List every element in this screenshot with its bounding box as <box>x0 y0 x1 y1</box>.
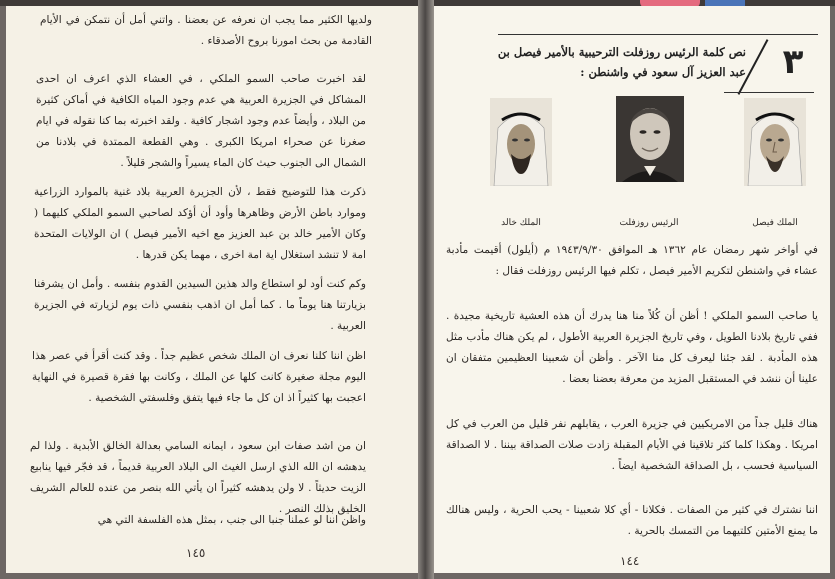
book-gutter <box>418 0 434 579</box>
left-page <box>6 6 418 573</box>
left-paragraph-6: ان من اشد صفات ابن سعود ، ايمانه السامي بعدالة الخالق الأبدية . ولذا لم يدهشه ان الله الذي ارسل الغيث الى البلاد العربية قديماً ، قد فجّر فيها ينابيع الزيت حديثاً . لا ولن يدهشه كثيراً ان يأتي الله بنصر من عنده للعالم الشريف الخليق بذلك النصر . <box>30 440 366 515</box>
right-page-number: ١٤٤ <box>620 554 640 568</box>
portrait-khalid-image <box>490 98 552 186</box>
caption-khalid: الملك خالد <box>501 218 541 228</box>
portrait-roosevelt <box>616 96 684 182</box>
right-paragraph-4: اننا نشترك في كثير من الصفات . فكلانا - أي كلا شعبينا - يحب الحرية ، وليس هنالك ما يمنع الأمتين كلتيهما من التمسك بالحرية . <box>446 504 818 537</box>
left-page-number: ١٤٥ <box>186 546 206 560</box>
chapter-number: ٣ <box>782 42 804 82</box>
chapter-title: نص كلمة الرئيس روزفلت الترحيبية بالأمير فيصل بن عبد العزيز آل سعود في واشنطن : <box>497 45 746 79</box>
left-paragraph-3: ذكرت هذا للتوضيح فقط ، لأن الجزيرة العربية بلاد غنية بالموارد الزراعية وموارد باطن الأرض وظاهرها وأود أن أؤكد لصاحبي السمو الملكي كليهما ( وكان الأمير خالد بن عبد العزيز مع اخيه الأمير فيصل ) ان الولايات المتحدة امة لا تنشد استغلال اية امة اخرى ، مهما يكن قدرها . <box>34 186 366 261</box>
right-paragraph-3: هناك قليل جداً من الامريكيين في جزيرة العرب ، يقابلهم نفر قليل من العرب في كل امريكا . وهكذا كلما كثر تلاقينا في الأيام المقبلة زادت صلات الصداقة بيننا . لا الصداقة السياسية فحسب ، بل الصداقة الشخصية ايضاً . <box>446 418 818 472</box>
right-paragraph-1: في أواخر شهر رمضان عام ١٣٦٢ هـ الموافق ١٩٤٣/٩/٣٠ م (أيلول) أقيمت مأدبة عشاء في واشنطن لتكريم الأمير فيصل ، تكلم فيها الرئيس روزفلت فقال : <box>446 244 818 277</box>
right-page <box>434 6 830 573</box>
right-paragraph-2: يا صاحب السمو الملكي ! أظن أن كُلاً منا هنا يدرك أن هذه العشية تاريخية مجيدة . ففي تاريخ بلادنا الطويل ، وفي تاريخ الجزيرة العربية الأطول ، لم يكن هناك مأدب مثل هذه المأدبة . لقد جئنا ليعرف كل منا الآخر . وأظن أن شعبينا العظيمين متفقان ان علينا أن ننشد في المستقبل المزيد من معرفة بعضنا بعضا . <box>446 310 818 385</box>
portrait-khalid <box>490 98 552 186</box>
left-paragraph-1: ولديها الكثير مما يجب ان نعرفه عن بعضنا . واتني أمل أن نتمكن في الأيام القادمة من بحث امورنا بروح الأصدقاء . <box>40 14 372 47</box>
portrait-roosevelt-image <box>616 96 684 182</box>
caption-faisal: الملك فيصل <box>752 218 798 228</box>
portrait-faisal-image <box>744 98 806 186</box>
portrait-faisal <box>744 98 806 186</box>
left-paragraph-5: اظن اننا كلنا نعرف ان الملك شخص عظيم جداً . وقد كنت أقرأ في عصر هذا اليوم مجلة صغيرة كانت كلها عن الملك ، وكانت بها فقرة قصيرة في النهاية اعجبت بها كثيراً اذ ان كل ما جاء فيها يتفق وفلسفتي الشخصية . <box>32 350 366 404</box>
left-paragraph-4: وكم كنت أود لو استطاع والد هذين السيدين القدوم بنفسه . وأمل ان يشرفنا بزيارتنا هنا يوماً ما . كما أمل ان اذهب بنفسي ذات يوم لزيارته في الجزيرة العربية . <box>34 278 366 332</box>
left-paragraph-2: لقد اخبرت صاحب السمو الملكي ، في العشاء الذي اعرف ان احدى المشاكل في الجزيرة العربية هي عدم وجود المياه الكافية في أماكن كثيرة من البلاد ، وأيضاً عدم وجود اشجار كافية . ولقد اخبرته بما كنا نقوله في ايام صغرنا عن صحراء امريكا الكبرى . وهي القطعة الممتدة في بلادنا من الشمال الى الجنوب حيث كان الماء يسيراً والشجر قليلاً . <box>36 73 366 169</box>
caption-roosevelt: الرئيس روزفلت <box>619 218 679 228</box>
chapter-rule-top <box>498 34 818 35</box>
left-paragraph-7: واظن اننا لو عملنا جنبا الى جنب ، بمثل هذه الفلسفة التي هي <box>97 514 366 526</box>
chapter-rule-bottom <box>724 92 814 93</box>
